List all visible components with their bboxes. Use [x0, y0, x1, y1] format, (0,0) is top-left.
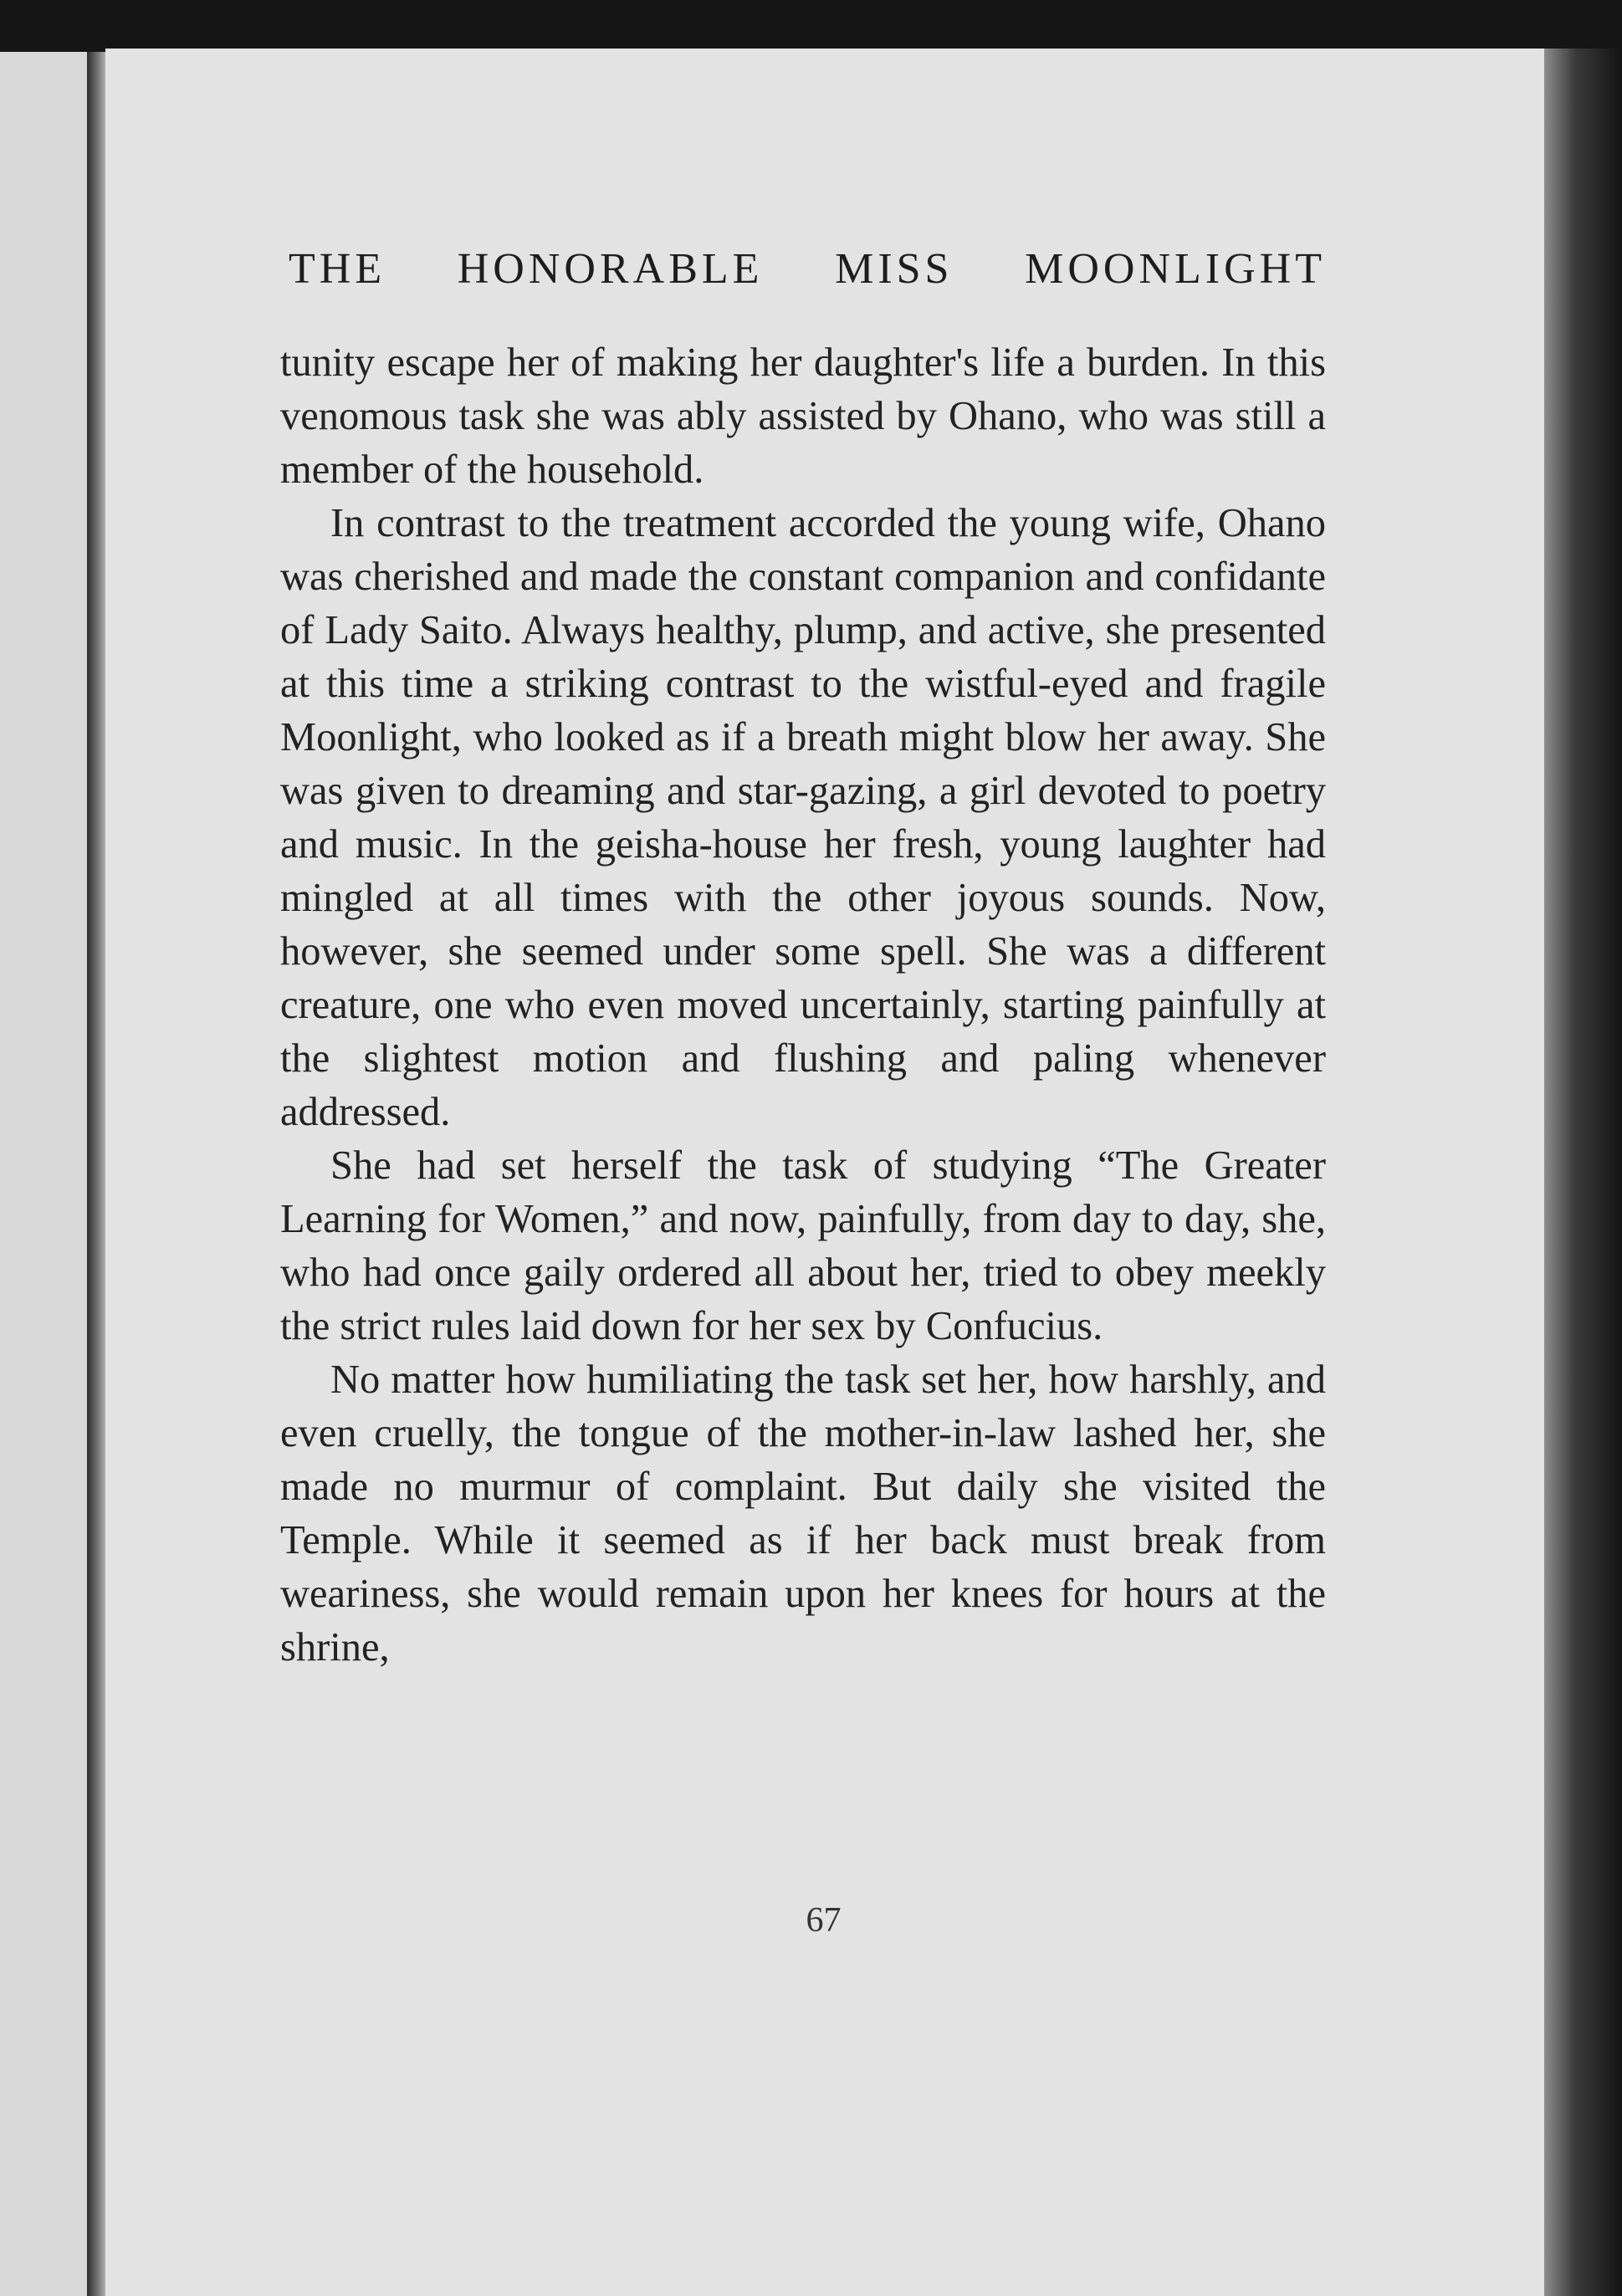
running-head: THE HONORABLE MISS MOONLIGHT	[289, 245, 1326, 293]
facing-page-edge	[0, 52, 90, 2296]
page-body	[280, 336, 1326, 1675]
book-gutter	[87, 52, 107, 2296]
page-number: 67	[806, 1901, 842, 1940]
paragraph: She had set herself the task of studying “The Greater Learning for Women,” and now, painfully, from day to day, she, who had once gaily ordered all about her, tried to obey meekly the strict rules laid down for her sex by Confucius.	[280, 1143, 1326, 1348]
paragraph: In contrast to the treatment accorded the young wife, Ohano was cherished and made the constant companion and confidante of Lady Saito. Always healthy, plump, and active, she presented at this time a striking contrast to the wistful-eyed and fragile Moonlight, who looked as if a breath might blow her away. She was given to dreaming and star-gazing, a girl devoted to poetry and music. In the geisha-house her fresh, young laughter had mingled at all times with the other joyous sounds. Now, however, she seemed under some spell. She was a different creature, one who even moved uncertainly, starting painfully at the slightest motion and flushing and paling whenever addressed.	[280, 501, 1326, 1134]
page-edge-shadow	[1544, 49, 1622, 2296]
paragraph-continued: tunity escape her of making her daughter's life a burden. In this venomous task she was ably assisted by Ohano, who was still a member of the household.	[280, 340, 1326, 492]
paragraph: No matter how humiliating the task set her, how harshly, and even cruelly, the tongue of the mother-in-law lashed her, she made no murmur of complaint. But daily she visited the Temple. While it seemed as if her back must break from weariness, she would remain upon her knees for hours at the shrine,	[280, 1358, 1326, 1670]
